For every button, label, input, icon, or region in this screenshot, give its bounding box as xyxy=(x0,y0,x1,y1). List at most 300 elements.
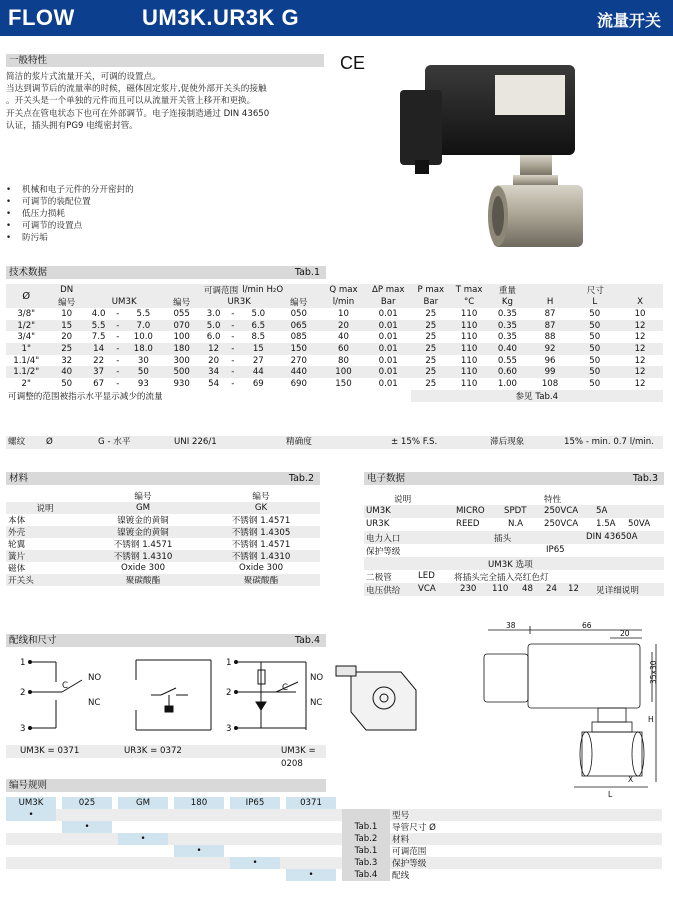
table-cell: 不锈钢 1.4310 xyxy=(84,550,202,562)
table-cell: 93 xyxy=(125,378,161,390)
table-cell: 500 xyxy=(161,366,201,378)
table-cell: 磁体 xyxy=(6,562,84,574)
table-cell: 12 xyxy=(617,331,663,343)
tech-table xyxy=(6,284,663,402)
code-cell xyxy=(286,833,336,845)
code-segment: UM3K xyxy=(6,797,56,809)
code-cell xyxy=(174,869,224,881)
elec-cell: REED xyxy=(456,519,480,529)
feature-list xyxy=(6,184,206,244)
code-cell xyxy=(174,857,224,869)
code-row xyxy=(6,857,662,869)
table-cell: 不锈钢 1.4571 xyxy=(202,514,320,526)
table-cell: - xyxy=(225,320,240,332)
table-cell: 100 xyxy=(161,331,201,343)
coding-table xyxy=(6,797,662,881)
section-wiring-bar xyxy=(6,634,326,647)
elec-cell: 保护等级 xyxy=(366,547,401,557)
table-cell: 40 xyxy=(321,331,366,343)
materials-table xyxy=(6,490,320,586)
table-cell: 4.0 xyxy=(87,308,110,320)
thread-standard: UNI 226/1 xyxy=(174,437,217,447)
table-cell: 1" xyxy=(6,343,46,355)
table-row xyxy=(6,343,663,355)
range-header: 可调范围 xyxy=(87,284,240,296)
code-tab-ref xyxy=(342,809,390,821)
elec-cell: UR3K xyxy=(366,519,390,529)
contact-label: NC xyxy=(310,698,323,708)
thread-value: G - 水平 xyxy=(98,437,131,447)
table-cell: 10.0 xyxy=(125,331,161,343)
product-photo xyxy=(395,50,595,255)
table-row xyxy=(364,518,664,531)
table-cell: 2" xyxy=(6,378,46,390)
qmax-header: Q max xyxy=(321,284,366,296)
table-cell: 50 xyxy=(572,366,617,378)
dimension-drawing xyxy=(470,622,660,800)
code-cell: • xyxy=(174,845,224,857)
code-header-row xyxy=(6,797,662,809)
list-item: • 机械和电子元件的分开密封的 xyxy=(6,185,134,195)
table-cell: 5.5 xyxy=(87,320,110,332)
table-cell: 开关头 xyxy=(6,574,84,586)
table-cell: 108 xyxy=(528,378,573,390)
table-cell: 20 xyxy=(321,320,366,332)
code-cell xyxy=(62,869,112,881)
code-cell xyxy=(230,869,280,881)
elec-cell: 特性 xyxy=(544,495,562,505)
code-row xyxy=(6,821,662,833)
code-cell xyxy=(174,809,224,821)
general-line: 。开关头是一个单独的元件而且可以从流量开关管上移开和更换。 xyxy=(6,96,256,107)
dim-label: 35x30 xyxy=(649,660,658,684)
table-cell: 轮翼 xyxy=(6,538,84,550)
section-wiring-title: 配线和尺寸 xyxy=(9,635,57,646)
tab-ref: Tab.3 xyxy=(632,473,658,484)
code-cell xyxy=(62,809,112,821)
code-cell xyxy=(6,833,56,845)
table-cell: 22 xyxy=(87,355,110,367)
dim-label: 38 xyxy=(506,622,516,630)
code-segment: 025 xyxy=(62,797,112,809)
table-cell: 50 xyxy=(572,378,617,390)
elec-cell: UM3K 选项 xyxy=(488,560,533,570)
code-cell xyxy=(230,845,280,857)
diam-header: Ø xyxy=(6,284,46,308)
table-cell: 3.0 xyxy=(202,308,225,320)
table-cell: 18.0 xyxy=(125,343,161,355)
table-row xyxy=(6,526,320,538)
tab-ref: Tab.1 xyxy=(294,267,320,278)
code-cell: • xyxy=(286,869,336,881)
elec-cell: 说明 xyxy=(394,495,412,505)
elec-cell: 电压供给 xyxy=(366,586,401,596)
table-cell: 0.60 xyxy=(487,366,527,378)
section-tech-bar xyxy=(6,266,326,279)
table-cell: - xyxy=(110,320,125,332)
subheader-cell: Kg xyxy=(487,296,527,308)
code-description: 可调范围 xyxy=(390,845,662,857)
electrical-table xyxy=(364,492,664,596)
contact-label: NO xyxy=(310,673,324,683)
dp-header: ΔP max xyxy=(366,284,411,296)
table-cell: 7.0 xyxy=(125,320,161,332)
table-cell: 聚碳酸酯 xyxy=(84,574,202,586)
table-cell: 5.0 xyxy=(202,320,225,332)
list-item: • 可调节的装配位置 xyxy=(6,197,91,207)
subheader-cell: 编号 xyxy=(46,296,86,308)
table-cell: 镍镀金的黄铜 xyxy=(84,526,202,538)
code-cell xyxy=(62,845,112,857)
table-cell: 0.01 xyxy=(366,331,411,343)
wiring-codes xyxy=(6,745,326,769)
subheader-cell: UR3K xyxy=(202,296,277,308)
table-cell: 0.01 xyxy=(366,308,411,320)
subheader-cell: H xyxy=(528,296,573,308)
table-cell: 070 xyxy=(161,320,201,332)
contact-label: C xyxy=(282,683,289,693)
subheader-cell: l/min xyxy=(321,296,366,308)
elec-cell: 5A xyxy=(596,506,608,516)
wiring-code: UR3K = 0372 xyxy=(124,746,182,756)
table-cell: 25 xyxy=(411,366,451,378)
table-row xyxy=(6,550,320,562)
code-cell xyxy=(6,845,56,857)
code-description: 配线 xyxy=(390,869,662,881)
table-cell: 5.5 xyxy=(125,308,161,320)
code-row xyxy=(6,869,662,881)
table-cell: 87 xyxy=(528,308,573,320)
tech-note: 可调整的范围被指示水平显示减少的流量 xyxy=(6,390,411,402)
section-general-bar xyxy=(6,54,324,67)
code-cell xyxy=(118,809,168,821)
section-general-title: 一般特性 xyxy=(9,55,48,66)
table-cell: 150 xyxy=(276,343,321,355)
code-segment: IP65 xyxy=(230,797,280,809)
table-cell: - xyxy=(110,308,125,320)
table-cell: 150 xyxy=(321,378,366,390)
code-cell xyxy=(286,821,336,833)
dim-label: X xyxy=(628,775,634,784)
mat-h: GK xyxy=(202,502,320,514)
code-cell xyxy=(6,869,56,881)
table-cell: 聚碳酸酯 xyxy=(202,574,320,586)
elec-cell: UM3K xyxy=(366,506,391,516)
code-cell xyxy=(230,809,280,821)
table-cell: 簧片 xyxy=(6,550,84,562)
accuracy-label: 精确度 xyxy=(286,437,312,447)
table-cell: - xyxy=(110,366,125,378)
table-cell: 1.1/4" xyxy=(6,355,46,367)
table-cell: 12 xyxy=(617,355,663,367)
subheader-cell: 编号 xyxy=(161,296,201,308)
mat-h: 编号 xyxy=(84,490,202,502)
code-cell: • xyxy=(230,857,280,869)
code-segment: 0371 xyxy=(286,797,336,809)
table-row xyxy=(6,320,663,332)
table-cell: 25 xyxy=(411,308,451,320)
table-cell: 0.35 xyxy=(487,308,527,320)
table-cell: 0.01 xyxy=(366,366,411,378)
section-coding-title: 编号规则 xyxy=(9,780,48,791)
table-cell: 37 xyxy=(87,366,110,378)
elec-cell: VCA xyxy=(418,584,436,594)
contact-label: C xyxy=(62,681,69,691)
code-tab-ref: Tab.1 xyxy=(342,845,390,857)
table-cell: 44 xyxy=(240,366,276,378)
section-electrical-title: 电子数据 xyxy=(367,473,406,484)
table-cell: - xyxy=(110,355,125,367)
table-cell: 69 xyxy=(240,378,276,390)
table-cell: 065 xyxy=(276,320,321,332)
mat-h: 编号 xyxy=(202,490,320,502)
elec-cell: 见详细说明 xyxy=(596,586,639,596)
table-cell: 60 xyxy=(321,343,366,355)
table-row xyxy=(364,505,664,518)
table-row xyxy=(364,544,664,557)
table-cell: 54 xyxy=(202,378,225,390)
table-cell: 25 xyxy=(411,355,451,367)
table-cell: 085 xyxy=(276,331,321,343)
contact-label: NO xyxy=(88,673,102,683)
table-row xyxy=(364,492,664,505)
table-cell: 6.0 xyxy=(202,331,225,343)
table-cell: 5.0 xyxy=(240,308,276,320)
table-cell: 12 xyxy=(617,366,663,378)
table-cell: 25 xyxy=(411,343,451,355)
table-cell: 34 xyxy=(202,366,225,378)
table-cell: 67 xyxy=(87,378,110,390)
general-description xyxy=(6,71,346,132)
table-cell: 不锈钢 1.4571 xyxy=(202,538,320,550)
list-item: • 可调节的设置点 xyxy=(6,221,83,231)
dim-label: 66 xyxy=(582,622,592,630)
table-cell: 27 xyxy=(240,355,276,367)
table-cell: 0.55 xyxy=(487,355,527,367)
table-cell: 110 xyxy=(451,343,487,355)
code-cell xyxy=(62,833,112,845)
table-cell: 87 xyxy=(528,320,573,332)
table-cell: 1/2" xyxy=(6,320,46,332)
list-item: • 防污垢 xyxy=(6,233,48,243)
table-cell: 0.35 xyxy=(487,331,527,343)
subheader-cell: Bar xyxy=(366,296,411,308)
table-cell: 110 xyxy=(451,331,487,343)
table-cell: 50 xyxy=(572,320,617,332)
section-coding-bar xyxy=(6,779,326,792)
elec-cell: 24 xyxy=(546,584,557,594)
table-cell: 80 xyxy=(321,355,366,367)
hysteresis-value: 15% - min. 0.7 l/min. xyxy=(564,437,654,447)
code-cell xyxy=(174,821,224,833)
table-cell: - xyxy=(225,355,240,367)
elec-cell: SPDT xyxy=(504,506,527,516)
table-row xyxy=(6,378,663,390)
thread-symbol: Ø xyxy=(46,437,53,447)
code-description: 型号 xyxy=(390,809,662,821)
code-cell xyxy=(62,857,112,869)
table-row xyxy=(364,583,664,596)
table-cell: 7.5 xyxy=(87,331,110,343)
section-electrical-bar xyxy=(364,472,664,485)
elec-cell: 1.5A xyxy=(596,519,616,529)
table-subheader-row xyxy=(6,296,663,308)
table-cell: - xyxy=(225,308,240,320)
elec-cell: MICRO xyxy=(456,506,485,516)
wiring-code: UM3K = 0371 xyxy=(20,746,80,756)
table-cell: 1.00 xyxy=(487,378,527,390)
subheader-cell: UM3K xyxy=(87,296,162,308)
table-cell: 110 xyxy=(451,355,487,367)
dims-header: 尺寸 xyxy=(528,284,663,296)
subheader-cell: X xyxy=(617,296,663,308)
code-cell xyxy=(286,845,336,857)
code-cell xyxy=(118,821,168,833)
section-materials-title: 材料 xyxy=(9,473,29,484)
code-cell: • xyxy=(6,809,56,821)
table-cell: 25 xyxy=(411,331,451,343)
code-cell xyxy=(6,821,56,833)
table-cell: 50 xyxy=(572,308,617,320)
table-row xyxy=(6,308,663,320)
mat-h: 说明 xyxy=(6,502,84,514)
code-cell xyxy=(230,821,280,833)
general-line: 认证，插头拥有PG9 电缆密封管。 xyxy=(6,120,138,131)
elec-cell: 110 xyxy=(492,584,509,594)
table-cell: 12 xyxy=(202,343,225,355)
subheader-cell: L xyxy=(572,296,617,308)
wiring-diagram xyxy=(6,650,426,745)
table-cell: 050 xyxy=(276,308,321,320)
section-tech-title: 技术数据 xyxy=(9,267,48,278)
code-row xyxy=(6,845,662,857)
table-cell: 1.1/2" xyxy=(6,366,46,378)
code-cell xyxy=(118,857,168,869)
header-model: UM3K.UR3K G xyxy=(142,5,300,30)
code-tab-ref: Tab.2 xyxy=(342,833,390,845)
table-header-row xyxy=(6,284,663,296)
table-cell: 不锈钢 1.4310 xyxy=(202,550,320,562)
table-cell: 0.01 xyxy=(366,378,411,390)
table-cell: 50 xyxy=(572,355,617,367)
table-cell: 20 xyxy=(46,331,86,343)
table-cell: 50 xyxy=(572,331,617,343)
elec-cell: 插头 xyxy=(494,534,512,544)
table-cell: - xyxy=(225,331,240,343)
table-cell: 10 xyxy=(46,308,86,320)
table-cell: - xyxy=(110,343,125,355)
table-cell: 镍镀金的黄铜 xyxy=(84,514,202,526)
table-cell: 12 xyxy=(617,320,663,332)
elec-cell: 二极管 xyxy=(366,573,392,583)
code-description: 保护等级 xyxy=(390,857,662,869)
table-cell: Oxide 300 xyxy=(202,562,320,574)
table-row xyxy=(6,366,663,378)
unit-header: l/min H₂O xyxy=(240,284,321,296)
general-line: 开关点在管电状态下也可在外部调节。电子连接制造通过 DIN 43650 xyxy=(6,108,270,119)
table-cell: 32 xyxy=(46,355,86,367)
code-tab-ref: Tab.3 xyxy=(342,857,390,869)
table-cell: 25 xyxy=(411,378,451,390)
code-row xyxy=(6,809,662,821)
page-header xyxy=(0,0,673,36)
header-flow: FLOW xyxy=(8,5,75,30)
tab-ref: Tab.4 xyxy=(294,635,320,646)
table-row xyxy=(6,331,663,343)
pin-label: 3 xyxy=(226,724,232,734)
table-cell: 25 xyxy=(411,320,451,332)
mat-h: GM xyxy=(84,502,202,514)
pin-label: 1 xyxy=(20,658,26,668)
code-cell: • xyxy=(62,821,112,833)
table-cell: 本体 xyxy=(6,514,84,526)
code-description: 材料 xyxy=(390,833,662,845)
code-cell xyxy=(286,857,336,869)
table-cell: 30 xyxy=(125,355,161,367)
elec-cell: 250VCA xyxy=(544,506,579,516)
table-cell: - xyxy=(110,378,125,390)
hysteresis-label: 滞后现象 xyxy=(490,437,525,447)
tech-see: 参见 Tab.4 xyxy=(411,390,663,402)
tmax-header: T max xyxy=(451,284,487,296)
table-cell: 不锈钢 1.4571 xyxy=(84,538,202,550)
pin-label: 1 xyxy=(226,658,232,668)
tab-ref: Tab.2 xyxy=(288,473,314,484)
table-cell: 0.01 xyxy=(366,355,411,367)
code-description: 导管尺寸 Ø xyxy=(390,821,662,833)
subheader-cell: °C xyxy=(451,296,487,308)
subheader-cell: 编号 xyxy=(276,296,321,308)
elec-cell: DIN 43650A xyxy=(586,532,638,542)
table-cell: 270 xyxy=(276,355,321,367)
table-cell: 50 xyxy=(572,343,617,355)
table-cell: 15 xyxy=(46,320,86,332)
code-cell xyxy=(118,845,168,857)
table-cell: 50 xyxy=(46,378,86,390)
code-tab-ref: Tab.4 xyxy=(342,869,390,881)
table-cell: 8.5 xyxy=(240,331,276,343)
thread-label: 螺纹 xyxy=(8,437,26,447)
table-cell: 0.01 xyxy=(366,343,411,355)
table-cell: 3/8" xyxy=(6,308,46,320)
table-cell: 930 xyxy=(161,378,201,390)
table-row xyxy=(364,531,664,544)
table-row xyxy=(6,562,320,574)
contact-label: NC xyxy=(88,698,101,708)
table-cell: 40 xyxy=(46,366,86,378)
elec-cell: 48 xyxy=(522,584,533,594)
pin-label: 2 xyxy=(20,688,26,698)
table-cell: 0.01 xyxy=(366,320,411,332)
table-cell: 15 xyxy=(240,343,276,355)
code-cell: • xyxy=(118,833,168,845)
elec-cell: N.A xyxy=(508,519,524,529)
table-cell: 055 xyxy=(161,308,201,320)
elec-cell: 230 xyxy=(460,584,477,594)
table-cell: 110 xyxy=(451,320,487,332)
table-cell: 690 xyxy=(276,378,321,390)
table-cell: - xyxy=(110,331,125,343)
code-cell xyxy=(174,833,224,845)
table-cell: - xyxy=(225,366,240,378)
elec-cell: 电力入口 xyxy=(366,534,401,544)
table-cell: 100 xyxy=(321,366,366,378)
table-cell: 96 xyxy=(528,355,573,367)
code-cell xyxy=(6,857,56,869)
table-cell: 12 xyxy=(617,343,663,355)
pmax-header: P max xyxy=(411,284,451,296)
pin-label: 3 xyxy=(20,724,26,734)
